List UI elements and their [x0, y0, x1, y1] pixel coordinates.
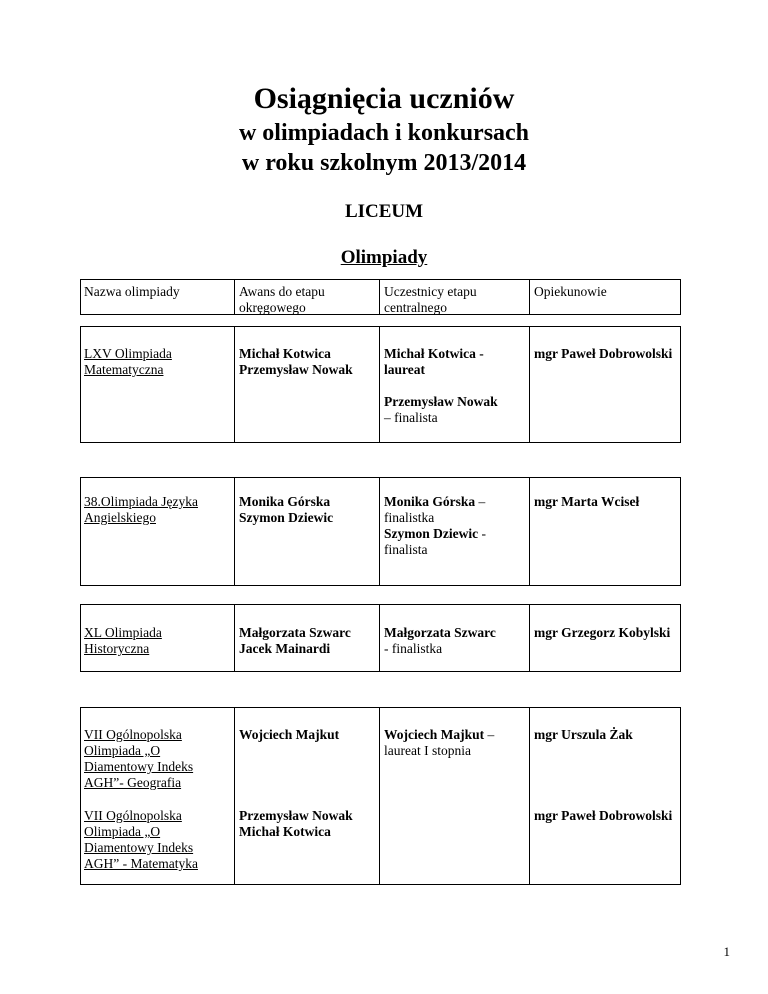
header-advance: Awans do etapu okręgowego	[239, 284, 325, 315]
olympiad-name: 38.Olimpiada Języka Angielskiego	[84, 494, 198, 525]
advance-student: Małgorzata Szwarc	[239, 625, 351, 640]
olympiad-name: VII Ogólnopolska Olimpiada „O Diamentowy Indeks AGH”- Geografia	[84, 727, 194, 790]
tutor: mgr Urszula Żak	[534, 727, 633, 742]
central-participant: Wojciech Majkut – laureat I stopnia	[384, 727, 495, 758]
document-subtitle: w olimpiadach i konkursach	[238, 120, 530, 146]
document-school-year: w roku szkolnym 2013/2014	[241, 150, 527, 176]
olympiad-name: XL Olimpiada Historyczna	[84, 625, 162, 656]
advance-student: Michał Kotwica	[239, 346, 331, 361]
section-heading: LICEUM	[344, 201, 424, 222]
advance-student: Szymon Dziewic	[239, 510, 334, 525]
advance-student: Jacek Mainardi	[239, 641, 331, 656]
header-name: Nazwa olimpiady	[84, 284, 180, 299]
header-tutors: Opiekunowie	[534, 284, 607, 299]
tutor: mgr Grzegorz Kobylski	[534, 625, 671, 640]
advance-student: Monika Górska	[239, 494, 331, 509]
olympiad-name: LXV Olimpiada Matematyczna	[84, 346, 172, 377]
central-participant: Małgorzata Szwarc - finalistka	[384, 625, 496, 656]
advance-student: Przemysław Nowak	[239, 362, 353, 377]
tutor: mgr Paweł Dobrowolski	[534, 808, 673, 823]
page-number: 1	[723, 944, 730, 959]
central-participant: Monika Górska – finalistka	[384, 494, 486, 525]
central-participant: Przemysław Nowak – finalista	[384, 394, 498, 425]
advance-student: Wojciech Majkut	[239, 727, 340, 742]
central-participant: Michał Kotwica - laureat	[384, 346, 484, 377]
olympiad-name: VII Ogólnopolska Olimpiada „O Diamentowy Indeks AGH” - Matematyka	[84, 808, 198, 871]
header-central: Uczestnicy etapu centralnego	[384, 284, 477, 315]
advance-student: Michał Kotwica	[239, 824, 331, 839]
tutor: mgr Paweł Dobrowolski	[534, 346, 673, 361]
subsection-heading: Olimpiady	[340, 247, 428, 268]
central-participant: Szymon Dziewic - finalista	[384, 526, 486, 557]
tutor: mgr Marta Wciseł	[534, 494, 640, 509]
document-title: Osiągnięcia uczniów	[253, 82, 515, 115]
advance-student: Przemysław Nowak	[239, 808, 353, 823]
